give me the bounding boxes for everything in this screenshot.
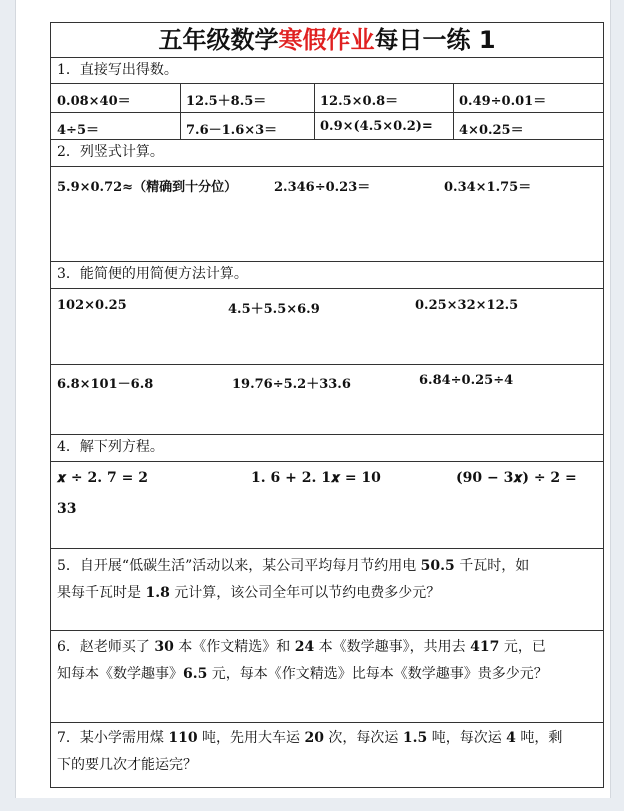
viewer-background	[0, 798, 624, 811]
problem-item: 5.9×0.72≈（精确到十分位）	[57, 180, 238, 195]
problem-item: 0.34×1.75＝	[444, 180, 532, 195]
text: 吨，先用大车运	[197, 730, 305, 746]
section-3-heading	[51, 262, 603, 289]
title-part: 每日一练 1	[374, 26, 496, 54]
question-6	[51, 631, 603, 723]
number: 110	[168, 730, 198, 746]
grid-cell: 7.6－1.6×3＝	[186, 123, 278, 138]
number: 30	[154, 639, 174, 655]
text: 知每本《数学趣事》	[57, 666, 183, 682]
section-3-row-2	[51, 365, 603, 435]
number: 20	[304, 730, 324, 746]
question-text	[57, 634, 597, 688]
problem-item: 6.84÷0.25÷4	[419, 373, 514, 388]
text: 本《作文精选》和	[173, 639, 295, 655]
question-text	[57, 553, 597, 607]
section-heading-text: 1．直接写出得数。	[57, 62, 178, 78]
question-text	[57, 725, 597, 779]
grid-cell: 12.5＋8.5＝	[186, 94, 267, 109]
number: 417	[470, 639, 500, 655]
document-page	[15, 0, 611, 811]
number: 24	[294, 639, 315, 655]
text: 元，已	[499, 639, 546, 655]
equation-continuation: 𝟑𝟑	[57, 501, 77, 517]
text: 6．赵老师买了	[57, 639, 155, 655]
problem-item: 4.5＋5.5×6.9	[228, 302, 320, 317]
text: 7．某小学需用煤	[57, 730, 169, 746]
grid-cell: 4×0.25＝	[459, 123, 524, 138]
text: 吨，每次运	[427, 730, 507, 746]
question-5	[51, 549, 603, 631]
text: 千瓦时，如	[454, 558, 530, 574]
section-heading-text: 2．列竖式计算。	[57, 144, 164, 160]
worksheet	[50, 22, 604, 788]
grid-cell: 12.5×0.8＝	[320, 94, 399, 109]
grid-cell: 0.49÷0.01＝	[459, 94, 547, 109]
equation: (𝟗𝟎 − 𝟑𝒙) ÷ 𝟐 =	[456, 470, 577, 486]
problem-item: 19.76÷5.2＋33.6	[232, 377, 351, 392]
equation: 𝒙 ÷ 𝟐. 𝟕 = 𝟐	[57, 470, 148, 486]
text: 果每千瓦时是	[57, 585, 146, 601]
text: 元计算，该公司全年可以节约电费多少元？	[169, 585, 441, 601]
title-part: 五年级数学	[158, 26, 279, 54]
grid-cell: 0.9×(4.5×0.2)=	[320, 119, 433, 134]
number: 50.5	[420, 558, 455, 574]
section-4-body	[51, 462, 603, 549]
grid-cell: 4÷5＝	[57, 123, 99, 138]
problem-item: 0.25×32×12.5	[415, 298, 519, 313]
section-2-body	[51, 167, 603, 262]
question-7	[51, 723, 603, 787]
text: 下的要几次才能运完？	[57, 757, 197, 773]
section-heading-text: 4．解下列方程。	[57, 439, 164, 455]
section-2-heading	[51, 140, 603, 167]
page-title	[51, 23, 603, 58]
text: 元，每本《作文精选》比每本《数学趣事》贵多少元？	[207, 666, 548, 682]
section-1-heading	[51, 58, 603, 84]
problem-item: 102×0.25	[57, 298, 127, 313]
number: 1.8	[145, 585, 170, 601]
text: 吨，剩	[515, 730, 563, 746]
grid-cell: 0.08×40＝	[57, 94, 131, 109]
equation: 𝟏. 𝟔 + 𝟐. 𝟏𝒙 = 𝟏𝟎	[251, 470, 381, 486]
section-heading-text: 3．能简便的用简便方法计算。	[57, 266, 248, 282]
section-3-row-1	[51, 289, 603, 365]
section-4-heading	[51, 435, 603, 462]
problem-item: 6.8×101－6.8	[57, 377, 154, 392]
title-highlight: 寒假作业	[278, 26, 375, 54]
section-1-grid	[51, 84, 603, 140]
text: 次，每次运	[323, 730, 403, 746]
problem-item: 2.346÷0.23＝	[274, 180, 371, 195]
number: 1.5	[402, 730, 428, 746]
number: 4	[506, 730, 516, 746]
number: 6.5	[183, 666, 208, 682]
text: 5．自开展“低碳生活”活动以来，某公司平均每月节约用电	[57, 558, 421, 574]
text: 本《数学趣事》，共用去	[314, 639, 471, 655]
